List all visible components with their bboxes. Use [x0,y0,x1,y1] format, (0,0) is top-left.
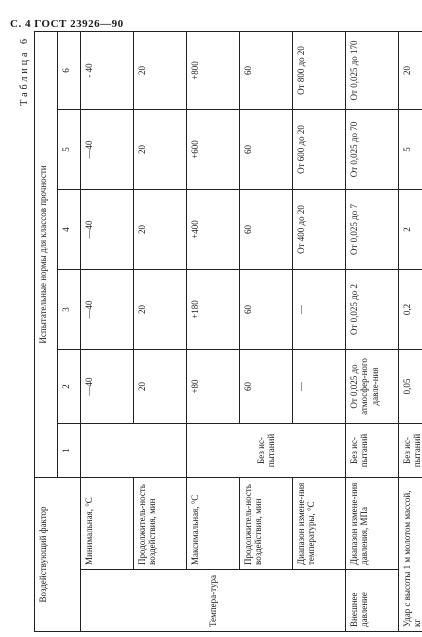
group-label-impact: Удар с высоты 1 м молотом массой, кг [399,478,422,632]
table-cell: — [293,270,346,350]
row-param: Диапазон измене-ния температуры, °С [293,478,346,570]
table-cell: 60 [240,110,293,190]
header-row-1 [35,31,58,631]
group-label-temperature: Темпера-тура [81,570,346,632]
table-cell: —40 [81,270,134,350]
row-param: Максимальная, °С [187,478,240,570]
table-cell: 20 [399,31,422,109]
table-cell: - 40 [81,31,134,109]
table-cell: 0,05 [399,350,422,424]
table-cell: — [293,350,346,424]
table-row [240,31,293,631]
table-row [293,31,346,631]
class-number: 3 [58,270,81,350]
table-cell: 20 [134,270,187,350]
rotated-table-area [19,32,422,632]
table-cell [81,424,187,478]
row-param: Диапазон измене-ния давления, МПа [346,478,399,570]
table-row [399,31,422,631]
table-cell: —40 [81,190,134,270]
class-number: 4 [58,190,81,270]
table-caption: Таблица 6 [19,36,30,106]
table-cell: 60 [240,350,293,424]
table-row [346,31,399,631]
row-param: Продолжитель-ность воздействия, мин [134,478,187,570]
table-cell: Без ис-пытаний [399,424,422,478]
table-cell: 60 [240,270,293,350]
table-cell: От 400 до 20 [293,190,346,270]
table-cell: От 0,025 до 70 [346,110,399,190]
table-cell: От 600 до 20 [293,110,346,190]
norms-header: Испытательные нормы для классов прочности [35,31,58,477]
table-cell: 5 [399,110,422,190]
table-cell: 2 [399,190,422,270]
table-cell: Без ис-пытаний [346,424,399,478]
class-number: 1 [58,424,81,478]
table-cell: Без ис-пытаний [187,424,346,478]
table-cell: —40 [81,350,134,424]
table-row [81,31,134,631]
class-number: 2 [58,350,81,424]
table-cell: От 0,025 до атмосфер-ного давле-ния [346,350,399,424]
page-header: С. 4 ГОСТ 23926—90 [10,18,124,30]
table-cell: +800 [187,31,240,109]
table-cell: От 0,025 до 7 [346,190,399,270]
table-cell: 20 [134,110,187,190]
row-param: Продолжитель-ность воздействия, мин [240,478,293,570]
class-number: 6 [58,31,81,109]
table-cell: +400 [187,190,240,270]
row-param: Минимальная, °С [81,478,134,570]
table-cell: 0,2 [399,270,422,350]
table-cell: 60 [240,190,293,270]
table-cell: +80 [187,350,240,424]
table-row [187,31,240,631]
table-row [134,31,187,631]
table-cell: 20 [134,190,187,270]
table-cell: +600 [187,110,240,190]
table-cell: 20 [134,31,187,109]
table-cell: 60 [240,31,293,109]
table-cell: От 800 до 20 [293,31,346,109]
group-label-external-pressure: Внешнее давление [346,570,399,632]
table-cell: 20 [134,350,187,424]
table-cell: +180 [187,270,240,350]
norms-table [34,31,422,632]
class-number: 5 [58,110,81,190]
table-cell: —40 [81,110,134,190]
table-cell: От 0,025 до 170 [346,31,399,109]
table-cell: От 0,025 до 2 [346,270,399,350]
factor-header: Воздействующий фактор [35,478,81,632]
